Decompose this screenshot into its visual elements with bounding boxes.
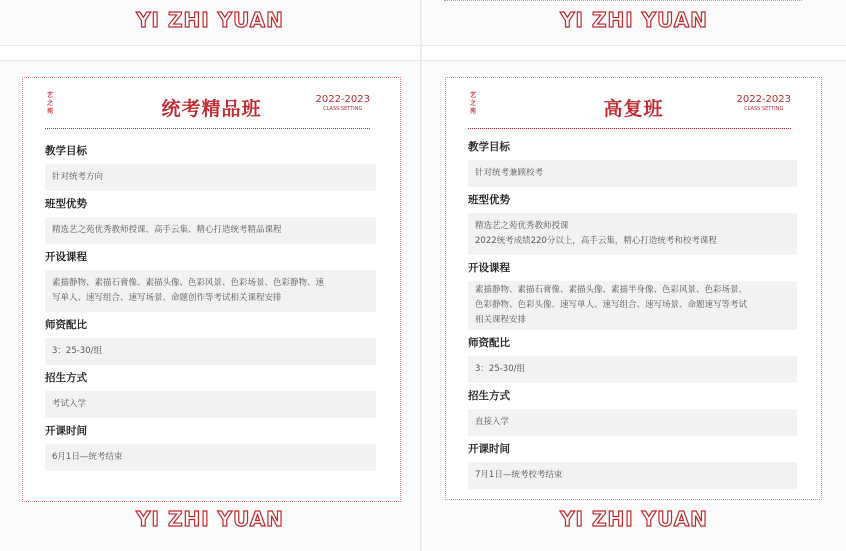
header-divider <box>45 128 370 129</box>
section-title: 班型优势 <box>468 194 510 206</box>
year-label: 2022-2023 <box>736 94 791 105</box>
content-line: 针对统考兼顾校考 <box>475 168 544 178</box>
class-card-right <box>445 77 822 500</box>
content-line: 考试入学 <box>52 399 87 409</box>
content-line: 精选艺之苑优秀教师授课、高手云集、精心打造统考精品课程 <box>52 225 282 235</box>
page-right <box>422 60 846 551</box>
content-line: 精选艺之苑优秀教师授课 <box>475 221 569 231</box>
year-sublabel: CLASS SETTING <box>744 106 784 112</box>
section-goal <box>468 138 797 187</box>
content-line: 色彩静物、色彩头像、速写单人、速写组合、速写场景、命题速写等考试 <box>475 300 748 310</box>
section-courses <box>45 248 376 312</box>
year-label: 2022-2023 <box>315 94 370 105</box>
section-content <box>468 160 797 187</box>
brand-wordmark-bottom-left: YI ZHI YUAN <box>136 507 284 531</box>
section-content <box>468 462 797 489</box>
card-header <box>446 78 821 130</box>
content-line: 3：25-30/组 <box>52 346 102 356</box>
section-enrollment <box>45 369 376 418</box>
brand-wordmark-bottom-right: YI ZHI YUAN <box>560 507 708 531</box>
section-content <box>468 281 797 330</box>
section-content <box>45 217 376 244</box>
section-content <box>468 356 797 383</box>
top-strip-left <box>0 0 420 46</box>
section-advantage <box>468 191 797 255</box>
dotted-border-top-right <box>444 0 802 1</box>
section-title: 开设课程 <box>45 251 87 263</box>
brand-wordmark-top-left: YI ZHI YUAN <box>136 8 284 32</box>
section-content <box>45 338 376 365</box>
section-goal <box>45 142 376 191</box>
card-title: 高复班 <box>603 98 664 120</box>
section-title: 师资配比 <box>468 337 510 349</box>
top-strip-right <box>422 0 846 46</box>
section-title: 师资配比 <box>45 319 87 331</box>
section-title: 开设课程 <box>468 262 510 274</box>
section-content <box>45 444 376 471</box>
seal-stamp-icon: 艺之苑 <box>469 92 476 115</box>
section-title: 招生方式 <box>468 390 510 402</box>
section-ratio <box>45 316 376 365</box>
page-gap <box>0 47 846 59</box>
content-line: 素描静物、素描石膏像、素描头像、素描半身像、色彩风景、色彩场景、 <box>475 285 748 295</box>
seal-stamp-icon: 艺之苑 <box>46 92 53 115</box>
section-enrollment <box>468 387 797 436</box>
section-content <box>45 391 376 418</box>
section-title: 教学目标 <box>468 141 510 153</box>
header-divider <box>468 128 791 129</box>
section-courses <box>468 259 797 330</box>
section-content <box>468 409 797 436</box>
content-line: 7月1日—统考校考结束 <box>475 470 563 480</box>
section-title: 开课时间 <box>468 443 510 455</box>
year-block <box>315 94 370 113</box>
content-line: 素描静物、素描石膏像、素描头像、色彩风景、色彩场景、色彩静物、速 <box>52 278 325 288</box>
page-divider <box>420 0 422 551</box>
content-line: 针对统考方向 <box>52 172 104 182</box>
section-title: 招生方式 <box>45 372 87 384</box>
content-line: 2022统考成绩220分以上，高手云集，精心打造统考和校考课程 <box>475 236 717 246</box>
year-sublabel: CLASS SETTING <box>323 106 363 112</box>
class-card-left <box>22 77 401 502</box>
content-line: 写单人、速写组合、速写场景、命题创作等考试相关课程安排 <box>52 293 282 303</box>
content-line: 3：25-30/组 <box>475 364 525 374</box>
section-content <box>468 213 797 255</box>
section-title: 开课时间 <box>45 425 87 437</box>
section-schedule <box>45 422 376 471</box>
section-advantage <box>45 195 376 244</box>
section-schedule <box>468 440 797 489</box>
content-line: 6月1日—统考结束 <box>52 452 123 462</box>
section-ratio <box>468 334 797 383</box>
section-title: 教学目标 <box>45 145 87 157</box>
year-block <box>736 94 791 113</box>
content-line: 相关课程安排 <box>475 315 527 325</box>
page-left <box>0 60 420 551</box>
section-content <box>45 164 376 191</box>
brand-wordmark-top-right: YI ZHI YUAN <box>560 8 708 32</box>
section-content <box>45 270 376 312</box>
content-line: 直接入学 <box>475 417 510 427</box>
card-title: 统考精品班 <box>161 98 262 120</box>
section-title: 班型优势 <box>45 198 87 210</box>
card-header <box>23 78 400 130</box>
